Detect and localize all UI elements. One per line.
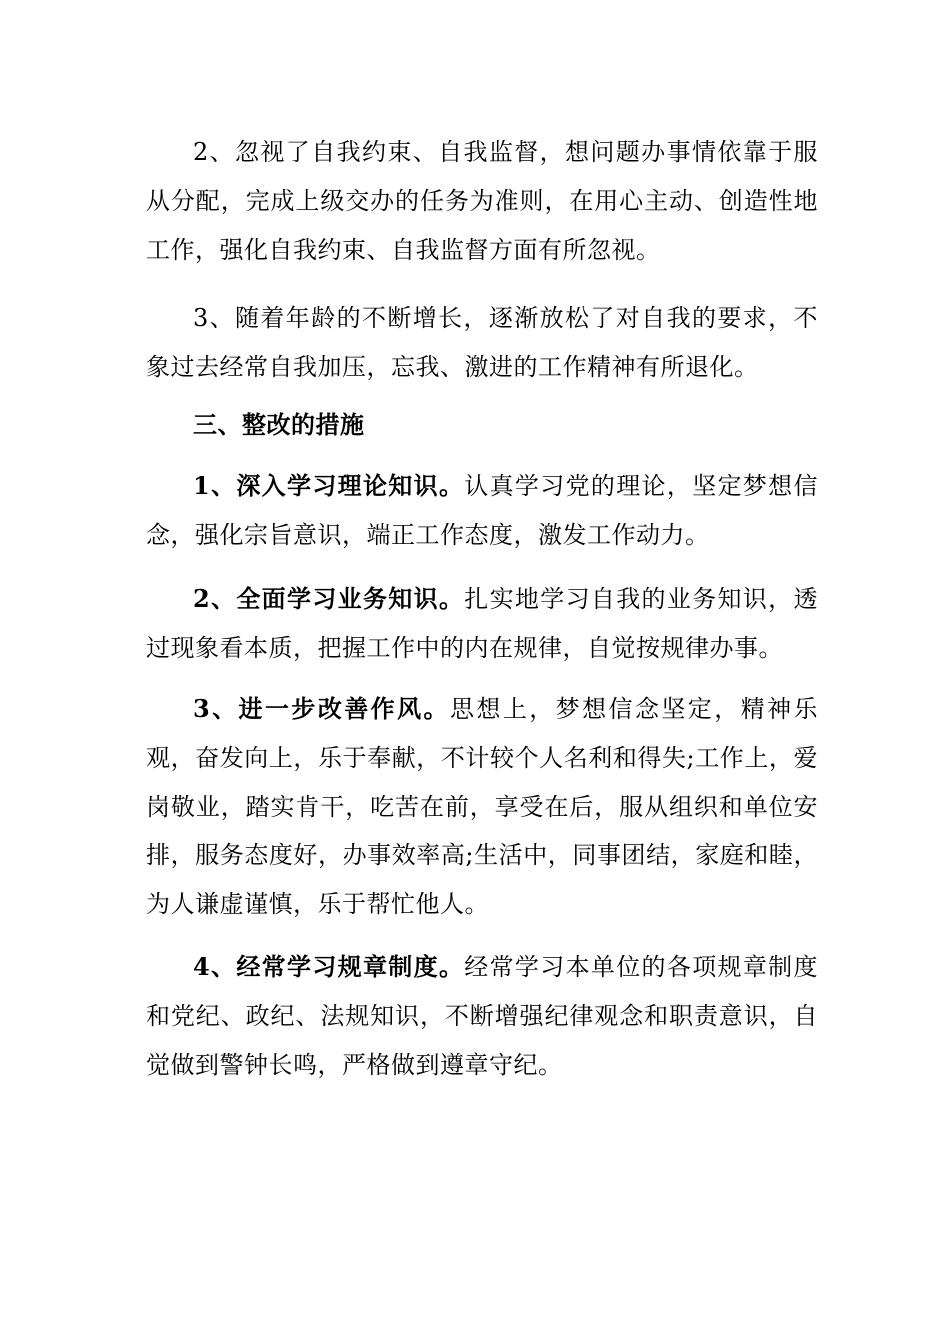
measure-lead: 3、进一步改善作风。 (193, 694, 450, 723)
paragraph-problem-3 (146, 294, 818, 392)
measure-4 (146, 943, 818, 1089)
measure-lead: 2、全面学习业务知识。 (193, 584, 465, 613)
section-heading: 三、整改的措施 (193, 410, 365, 439)
measure-text: 经常学习本单位的各项规章制度和党纪、政纪、法规知识，不断增强纪律观念和职责意识，自觉做到警钟长鸣，严格做到遵章守纪。 (146, 953, 819, 1079)
measure-text: 认真学习党的理论，坚定梦想信念，强化宗旨意识，端正工作态度，激发工作动力。 (146, 472, 819, 549)
measure-1 (146, 462, 818, 560)
paragraph-problem-2 (146, 128, 818, 274)
measure-lead: 1、深入学习理论知识。 (193, 471, 465, 500)
measure-text: 思想上，梦想信念坚定，精神乐观，奋发向上，乐于奉献，不计较个人名利和得失;工作上，爱岗敬业，踏实肯干，吃苦在前，享受在后，服从组织和单位安排，服务态度好，办事效率高;生活中，同事团结，家庭和睦，为人谦虚谨慎，乐于帮忙他人。 (146, 695, 819, 919)
measure-lead: 4、经常学习规章制度。 (193, 952, 465, 981)
measure-3 (146, 685, 818, 929)
measure-text: 扎实地学习自我的业务知识，透过现象看本质，把握工作中的内在规律，自觉按规律办事。 (146, 585, 819, 662)
measure-2 (146, 575, 818, 673)
paragraph-text: 3、随着年龄的不断增长，逐渐放松了对自我的要求，不象过去经常自我加压，忘我、激进的工作精神有所退化。 (146, 304, 818, 381)
paragraph-text: 2、忽视了自我约束、自我监督，想问题办事情依靠于服从分配，完成上级交办的任务为准则，在用心主动、创造性地工作，强化自我约束、自我监督方面有所忽视。 (146, 138, 818, 264)
